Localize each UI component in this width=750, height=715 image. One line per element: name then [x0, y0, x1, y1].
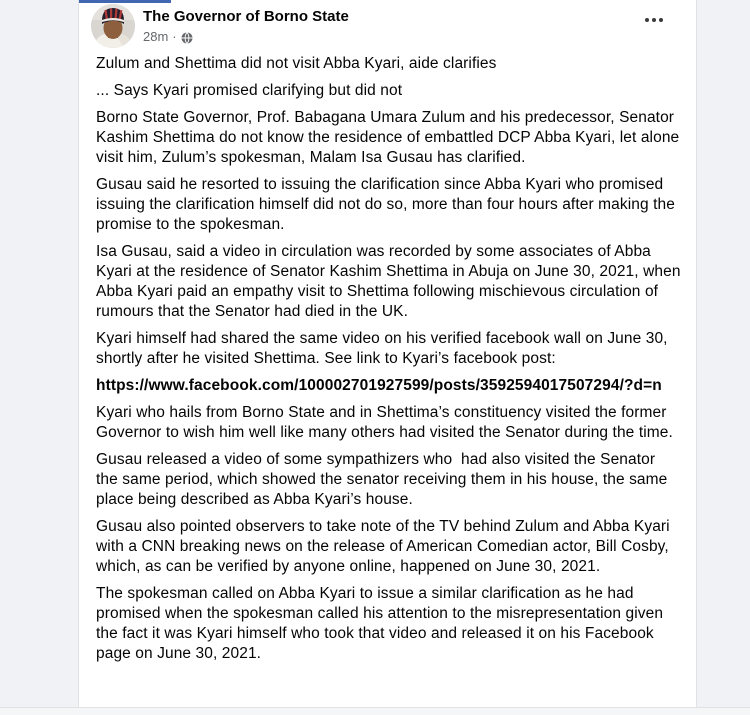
post-header [79, 0, 696, 48]
post-paragraph: The spokesman called on Abba Kyari to issue a similar clarification as he had promised when the spokesman called his attention to the misrepresentation given the fact it was Kyari himself who took that video and released it on his Facebook page on June 30, 2021. [96, 585, 668, 662]
post-body [79, 48, 696, 664]
header-text [143, 4, 349, 45]
avatar-image [91, 4, 135, 48]
post-meta [143, 28, 349, 45]
post-paragraph: Gusau said he resorted to issuing the clarification since Abba Kyari who promised issuing the clarification himself did not do so, more than four hours after making the promise to the spokesman. [96, 176, 680, 233]
timestamp[interactable]: 28m [143, 29, 169, 44]
post-paragraph: Zulum and Shettima did not visit Abba Kyari, aide clarifies [96, 55, 497, 72]
post-card [78, 0, 697, 707]
profile-avatar[interactable] [91, 4, 135, 48]
post-link-text[interactable]: https://www.facebook.com/100002701927599/posts/3592594017507294/?d=n [96, 377, 662, 394]
post-paragraph: ... Says Kyari promised clarifying but did not [96, 82, 403, 99]
ellipsis-icon [645, 18, 649, 22]
post-paragraph: Kyari who hails from Borno State and in Shettima’s constituency visited the former Governor to wish him well like many others had visited the Senator during the time. [96, 404, 673, 441]
post-paragraph: Kyari himself had shared the same video on his verified facebook wall on June 30, shortly after he visited Shettima. See link to Kyari’s facebook post: [96, 330, 673, 367]
post-options-button[interactable] [638, 8, 670, 32]
post-paragraph: Gusau released a video of some sympathizers who had also visited the Senator the same period, which showed the senator receiving them in his house, the same place being described as Abba Kyari’s house. [96, 451, 672, 508]
bottom-divider-strip [0, 707, 750, 715]
author-name[interactable]: The Governor of Borno State [143, 8, 349, 25]
globe-icon [181, 31, 193, 43]
post-paragraph: Gusau also pointed observers to take note of the TV behind Zulum and Abba Kyari with a CNN breaking news on the release of American Comedian actor, Bill Cosby, which, as can be verified by anyone online, happened on June 30, 2021. [96, 518, 675, 575]
post-paragraph: Isa Gusau, said a video in circulation was recorded by some associates of Abba Kyari at the residence of Senator Kashim Shettima in Abuja on June 30, 2021, when Abba Kyari paid an empathy visit to Shettima following mischievous circulation of rumours that the Senator had died in the UK. [96, 243, 685, 320]
meta-separator: · [172, 29, 177, 44]
post-paragraph: Borno State Governor, Prof. Babagana Umara Zulum and his predecessor, Senator Kashim Shettima do not know the residence of embattled DCP Abba Kyari, let alone visit him, Zulum’s spokesman, Malam Isa Gusau has clarified. [96, 109, 684, 166]
